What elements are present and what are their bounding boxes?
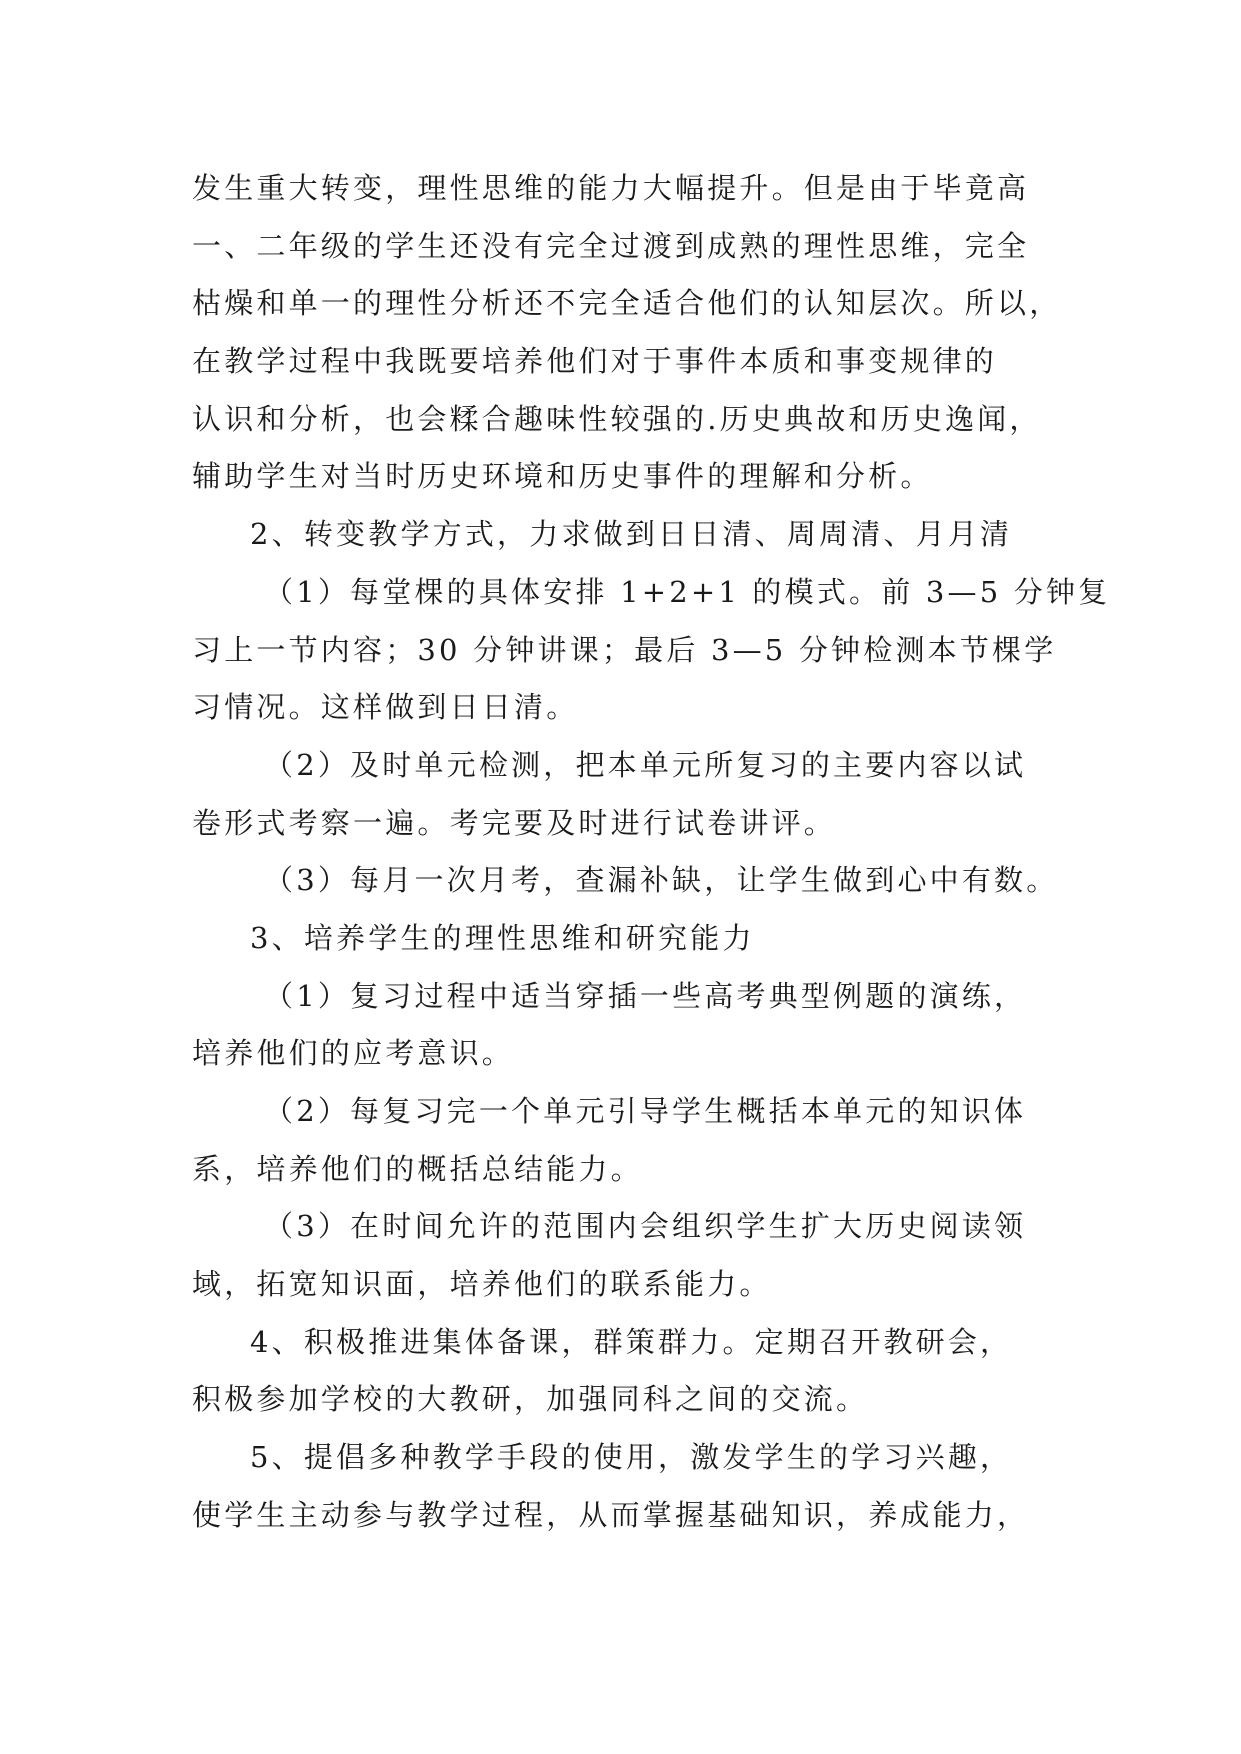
text-line: （1）复习过程中适当穿插一些高考典型例题的演练， [264, 978, 1027, 1013]
text-line: 4、积极推进集体备课，群策群力。定期召开教研会， [250, 1324, 1013, 1359]
text-line: （1）每堂棵的具体安排 1+2+1 的模式。前 3—5 分钟复 [264, 574, 1111, 609]
text-line: 发生重大转变，理性思维的能力大幅提升。但是由于毕竟高 [192, 171, 1030, 205]
text-line: 2、转变教学方式，力求做到日日清、周周清、月月清 [250, 517, 1013, 552]
text-line: 习情况。这样做到日日清。 [192, 690, 579, 725]
text-line: 系，培养他们的概括总结能力。 [192, 1151, 643, 1186]
document-body [192, 160, 1111, 1545]
text-line: 卷形式考察一遍。考完要及时进行试卷讲评。 [192, 805, 837, 840]
text-line: 辅助学生对当时历史环境和历史事件的理解和分析。 [192, 459, 933, 494]
text-line: （2）每复习完一个单元引导学生概括本单元的知识体 [264, 1094, 1027, 1128]
text-line: 培养他们的应考意识。 [192, 1036, 515, 1071]
text-line: 一、二年级的学生还没有完全过渡到成熟的理性思维，完全 [192, 228, 1030, 263]
text-line: 认识和分析，也会糅合趣味性较强的.历史典故和历史逸闻， [192, 401, 1042, 436]
text-line: 习上一节内容；30 分钟讲课；最后 3—5 分钟检测本节棵学 [192, 632, 1057, 667]
text-line: 在教学过程中我既要培养他们对于事件本质和事变规律的 [192, 344, 998, 379]
text-line: 积极参加学校的大教研，加强同科之间的交流。 [192, 1382, 869, 1417]
text-line: 使学生主动参与教学过程，从而掌握基础知识，养成能力， [192, 1497, 1030, 1532]
text-line: （2）及时单元检测，把本单元所复习的主要内容以试 [264, 747, 1027, 782]
text-line: 5、提倡多种教学手段的使用，激发学生的学习兴趣， [250, 1440, 1013, 1475]
text-line: 枯燥和单一的理性分析还不完全适合他们的认知层次。所以， [192, 286, 1062, 321]
text-line: 域，拓宽知识面，培养他们的联系能力。 [192, 1267, 772, 1302]
text-line: （3）每月一次月考，查漏补缺，让学生做到心中有数。 [264, 863, 1059, 898]
text-line: （3）在时间允许的范围内会组织学生扩大历史阅读领 [264, 1209, 1027, 1244]
text-line: 3、培养学生的理性思维和研究能力 [250, 920, 755, 955]
